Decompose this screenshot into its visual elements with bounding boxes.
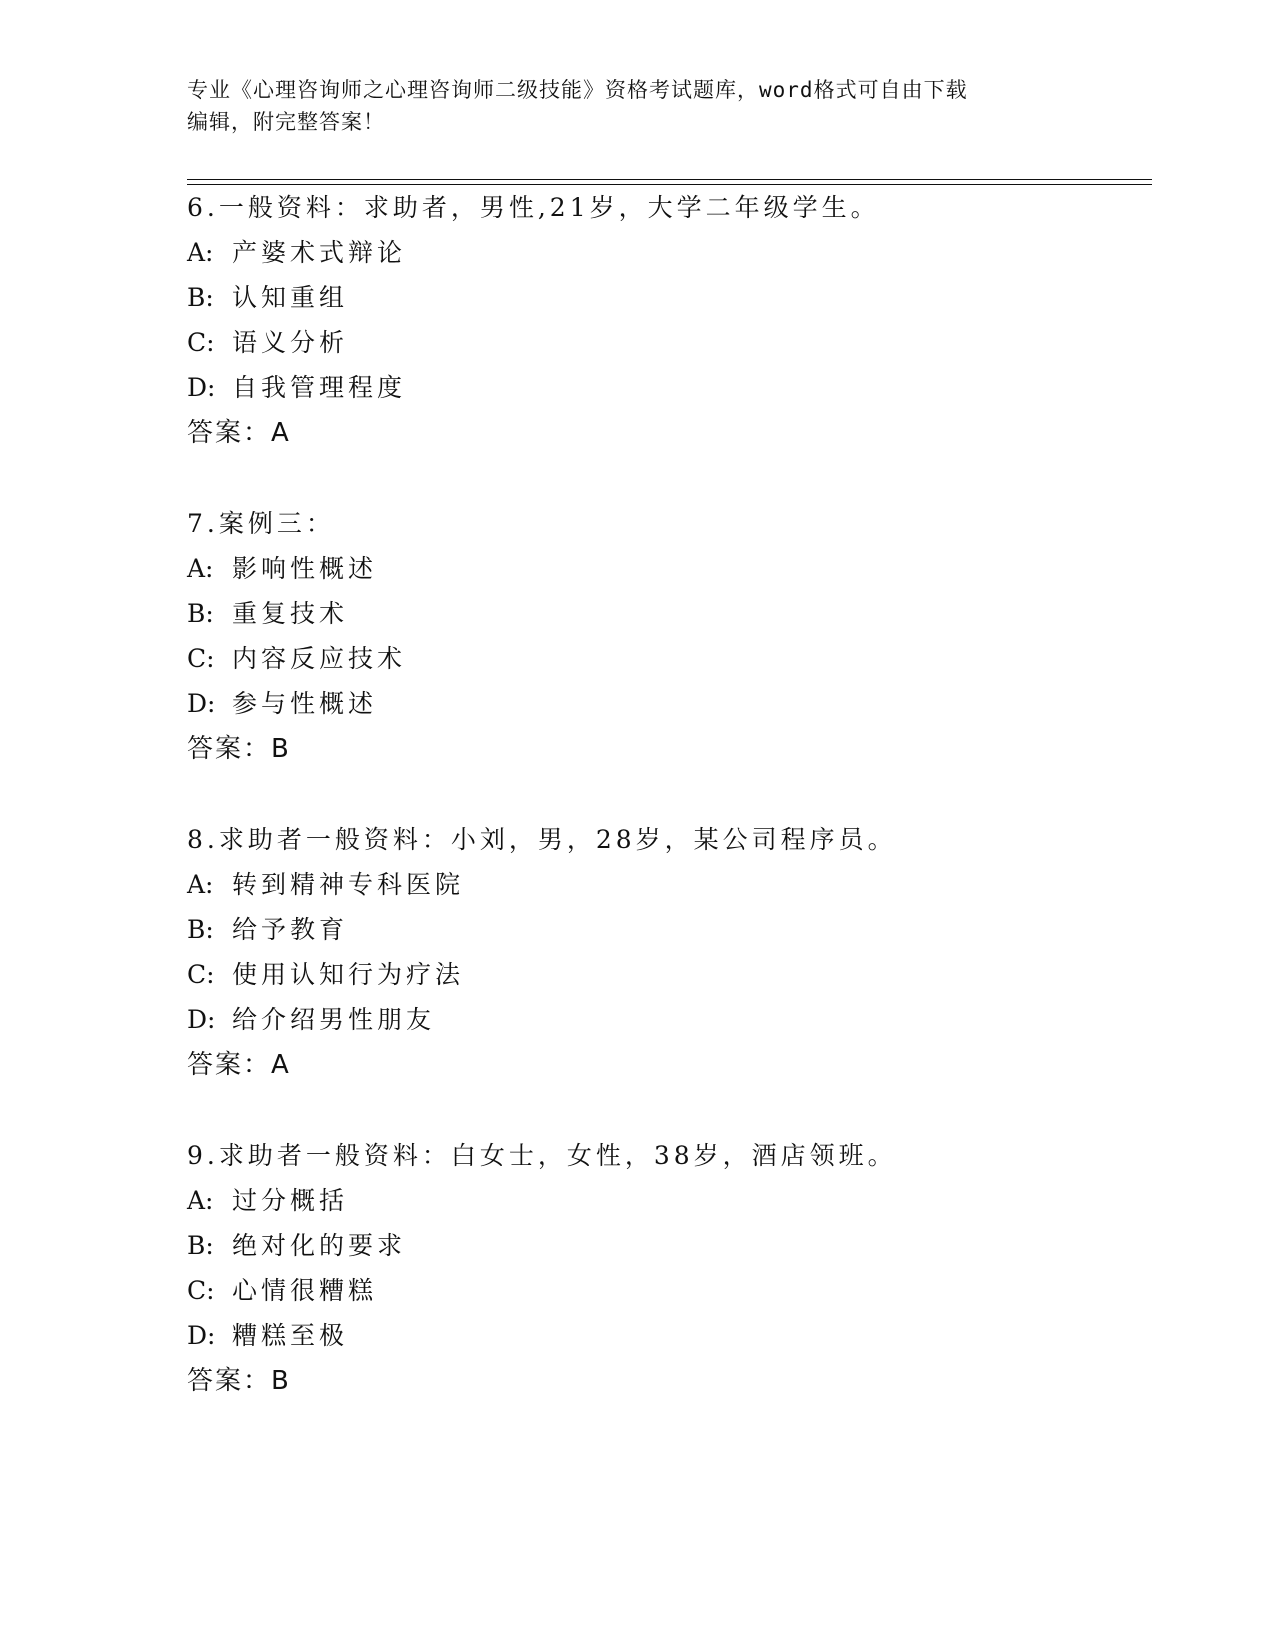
header-divider-top xyxy=(187,179,1152,180)
option-text: 使用认知行为疗法 xyxy=(232,960,465,989)
option-text: 认知重组 xyxy=(232,283,349,312)
question-7 xyxy=(187,502,1147,772)
option-text: 给予教育 xyxy=(232,915,349,944)
option-text: 给介绍男性朋友 xyxy=(232,1005,436,1034)
option-letter: A: xyxy=(187,554,214,583)
option-text: 产婆术式辩论 xyxy=(232,238,407,267)
option-text: 语义分析 xyxy=(232,328,349,357)
option-b xyxy=(187,1224,1147,1269)
option-letter: B: xyxy=(187,1231,214,1260)
question-stem: 8.求助者一般资料：小刘，男，28岁，某公司程序员。 xyxy=(187,825,897,854)
answer-line: 答案：B xyxy=(187,734,291,764)
answer-line: 答案：A xyxy=(187,1050,291,1080)
option-b xyxy=(187,276,1147,321)
question-9 xyxy=(187,1134,1147,1404)
option-text: 影响性概述 xyxy=(232,554,378,583)
header-line-1: 专业《心理咨询师之心理咨询师二级技能》资格考试题库，word格式可自由下载 xyxy=(187,78,968,102)
document-header xyxy=(187,74,1067,138)
option-letter: C: xyxy=(187,1276,215,1305)
option-b xyxy=(187,908,1147,953)
question-stem: 7.案例三： xyxy=(187,509,335,538)
option-letter: C: xyxy=(187,328,215,357)
question-stem: 6.一般资料：求助者，男性,21岁，大学二年级学生。 xyxy=(187,193,880,222)
option-c xyxy=(187,321,1147,366)
option-text: 糟糕至极 xyxy=(232,1321,349,1350)
option-text: 重复技术 xyxy=(232,599,349,628)
option-d xyxy=(187,682,1147,727)
option-letter: C: xyxy=(187,960,215,989)
option-text: 心情很糟糕 xyxy=(232,1276,378,1305)
option-letter: A: xyxy=(187,238,214,267)
option-a xyxy=(187,1179,1147,1224)
option-letter: D: xyxy=(187,1005,216,1034)
option-c xyxy=(187,953,1147,998)
option-letter: A: xyxy=(187,1186,214,1215)
option-text: 绝对化的要求 xyxy=(232,1231,407,1260)
answer-line: 答案：A xyxy=(187,418,291,448)
option-text: 转到精神专科医院 xyxy=(232,870,465,899)
option-letter: B: xyxy=(187,283,214,312)
option-d xyxy=(187,998,1147,1043)
question-6 xyxy=(187,186,1147,456)
option-text: 自我管理程度 xyxy=(232,373,407,402)
option-letter: C: xyxy=(187,644,215,673)
option-letter: D: xyxy=(187,689,216,718)
option-letter: D: xyxy=(187,373,216,402)
option-d xyxy=(187,1314,1147,1359)
option-text: 参与性概述 xyxy=(232,689,378,718)
header-line-2: 编辑，附完整答案！ xyxy=(187,110,385,134)
option-d xyxy=(187,366,1147,411)
option-letter: D: xyxy=(187,1321,216,1350)
option-c xyxy=(187,1269,1147,1314)
option-a xyxy=(187,231,1147,276)
option-text: 内容反应技术 xyxy=(232,644,407,673)
answer-line: 答案：B xyxy=(187,1366,291,1396)
option-b xyxy=(187,592,1147,637)
option-letter: B: xyxy=(187,915,214,944)
question-stem: 9.求助者一般资料：白女士，女性，38岁，酒店领班。 xyxy=(187,1141,897,1170)
option-a xyxy=(187,863,1147,908)
option-letter: A: xyxy=(187,870,214,899)
option-text: 过分概括 xyxy=(232,1186,349,1215)
header-divider-bottom xyxy=(187,184,1152,185)
question-8 xyxy=(187,818,1147,1088)
option-letter: B: xyxy=(187,599,214,628)
option-c xyxy=(187,637,1147,682)
option-a xyxy=(187,547,1147,592)
